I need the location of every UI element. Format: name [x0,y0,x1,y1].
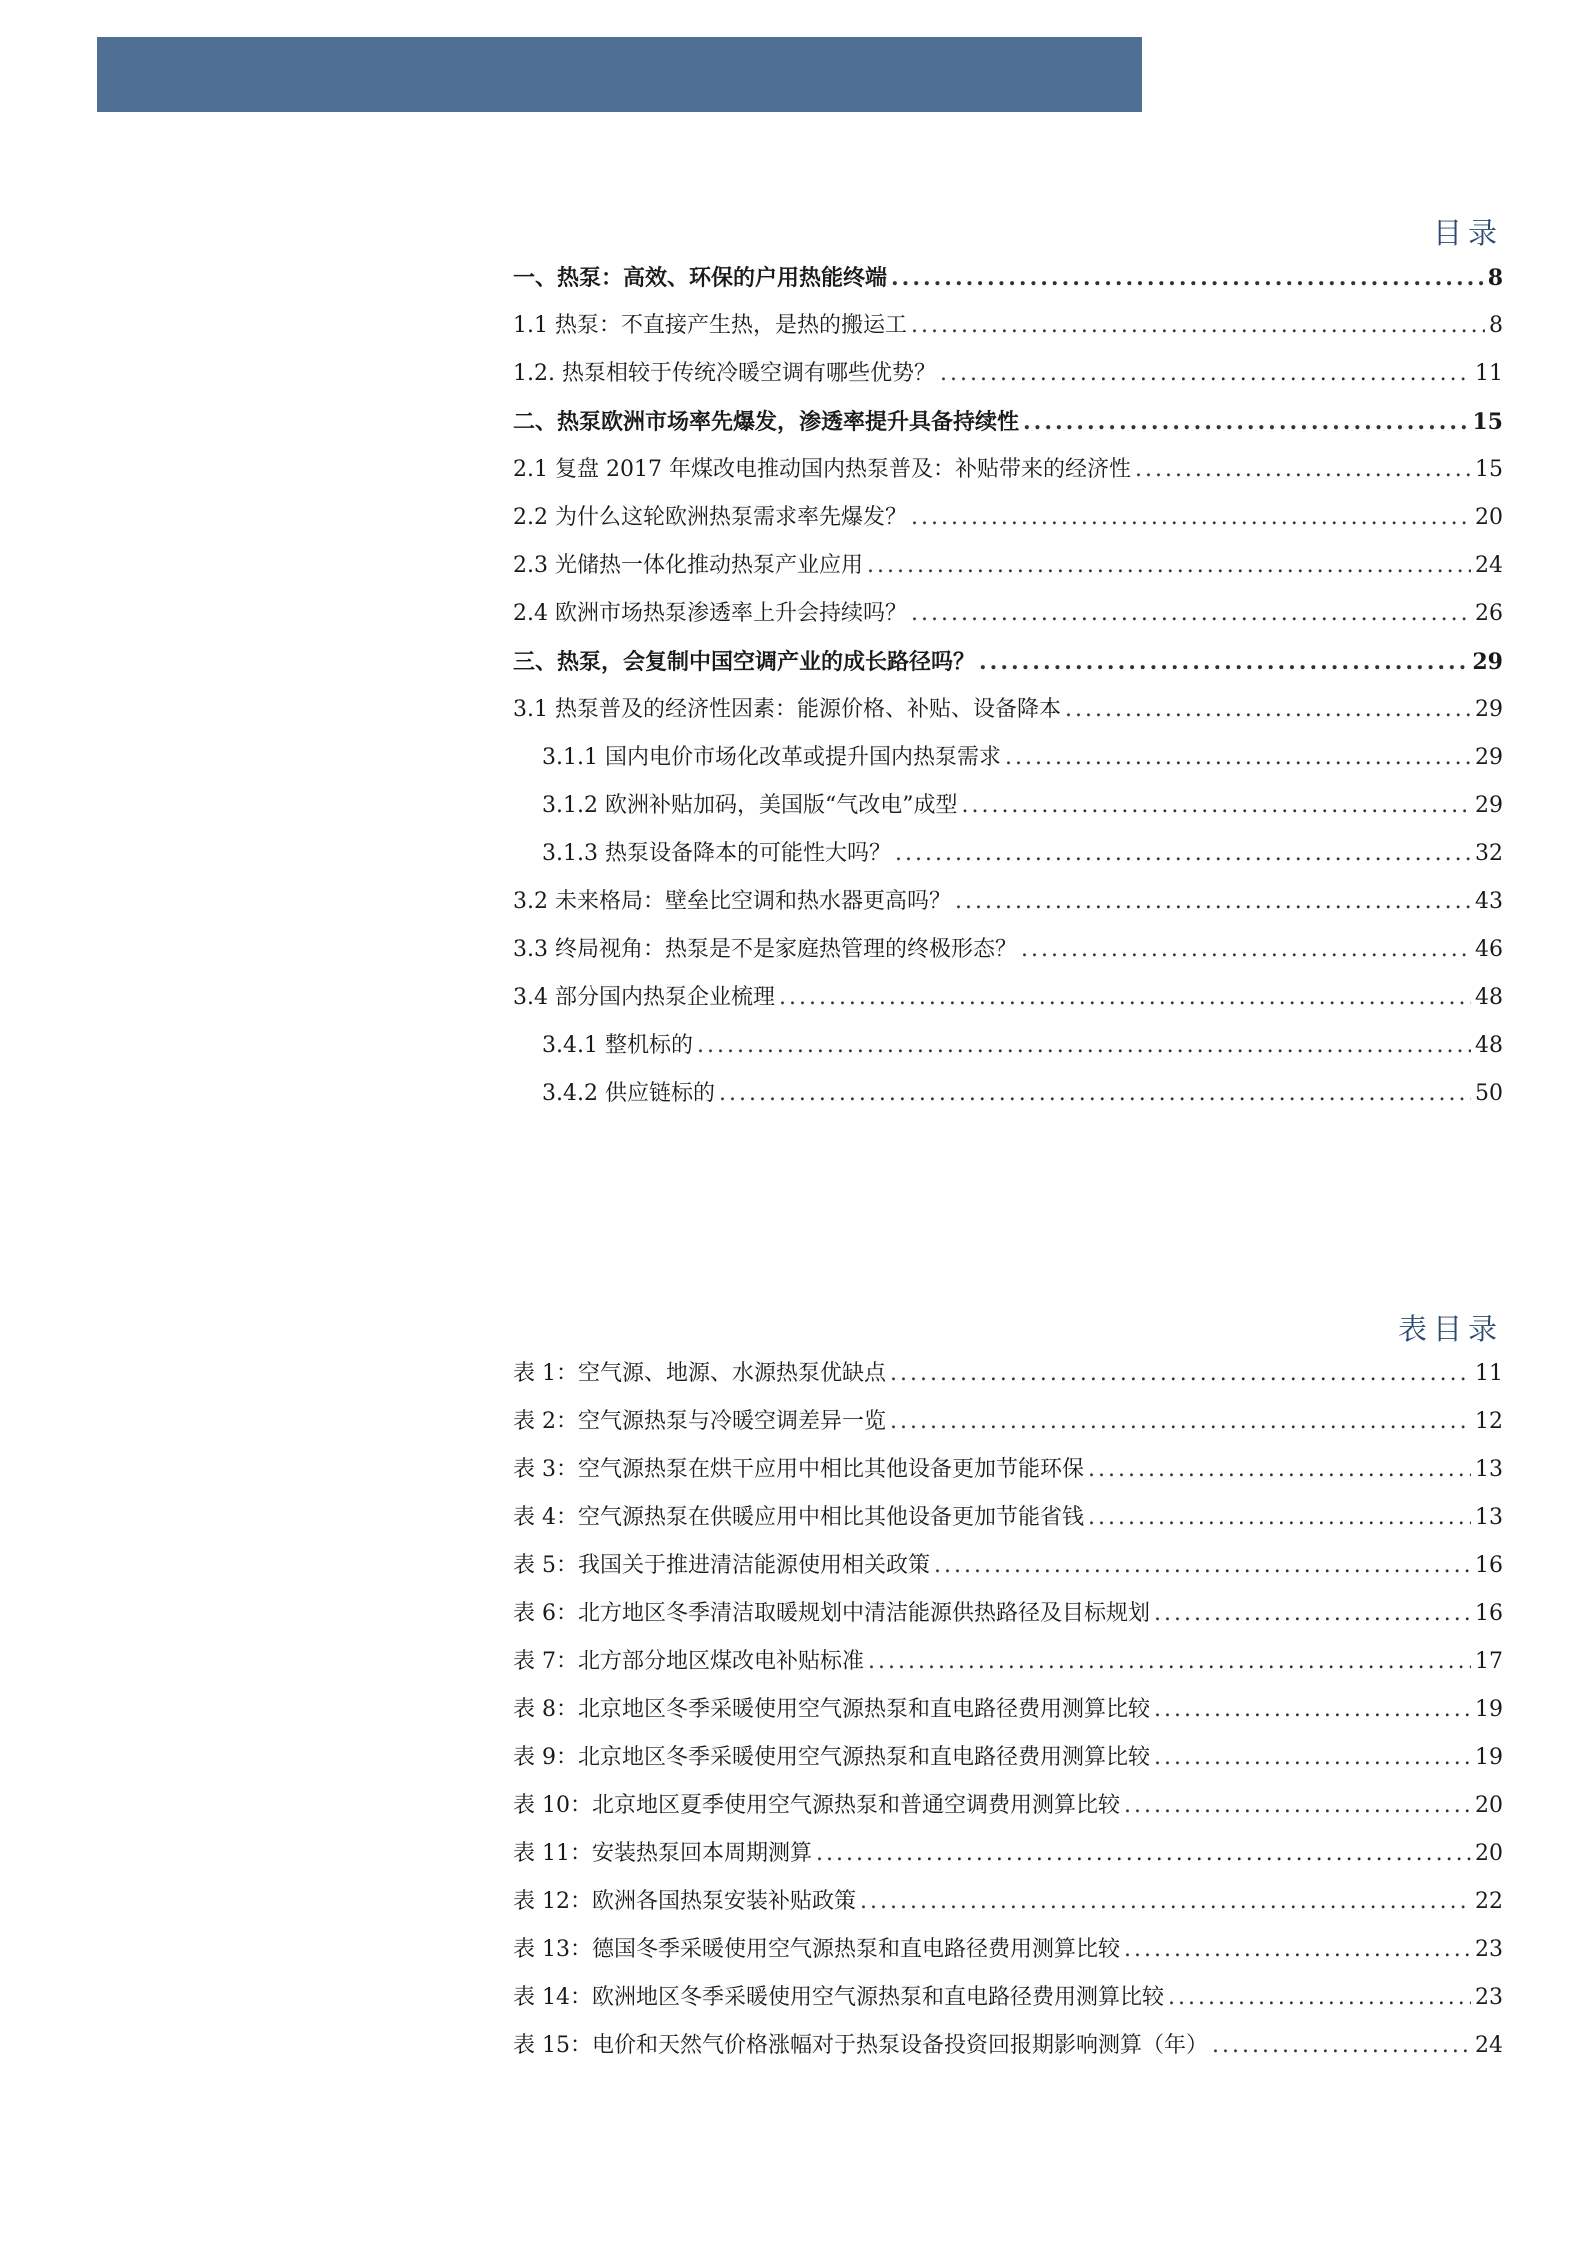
toc-entry-page-number: 15 [1472,409,1503,435]
toc-entry-page-number: 43 [1475,889,1503,914]
dot-leader [911,302,1485,350]
table-entry-page-number: 23 [1475,1985,1503,2010]
dot-leader [1168,1974,1471,2022]
table-entry-text: 表 4：空气源热泵在供暖应用中相比其他设备更加节能省钱 [513,1505,1084,1530]
toc-entry-text: 1.2. 热泵相较于传统冷暖空调有哪些优势？ [513,361,936,386]
toc-entry-page-number: 48 [1475,985,1503,1010]
dot-leader [1154,1590,1471,1638]
table-entry-page-number: 13 [1475,1457,1503,1482]
dot-leader [940,350,1471,398]
dot-leader [911,494,1471,542]
table-entry-page-number: 19 [1475,1745,1503,1770]
table-entry[interactable] [513,1542,1503,1590]
table-entry-text: 表 10：北京地区夏季使用空气源热泵和普通空调费用测算比较 [513,1793,1120,1818]
toc-entry-page-number: 32 [1475,841,1503,866]
toc-entry[interactable] [513,1070,1503,1118]
table-entry[interactable] [513,1686,1503,1734]
table-list-entries [513,1350,1503,2070]
table-entry[interactable] [513,1638,1503,1686]
toc-entry[interactable] [513,446,1503,494]
dot-leader [779,974,1471,1022]
toc-entry-text: 3.1 热泵普及的经济性因素：能源价格、补贴、设备降本 [513,697,1061,722]
toc-entry-text: 3.1.2 欧洲补贴加码，美国版“气改电”成型 [542,793,958,818]
dot-leader [860,1878,1471,1926]
table-entry-page-number: 19 [1475,1697,1503,1722]
table-entry[interactable] [513,1734,1503,1782]
table-entry-text: 表 6：北方地区冬季清洁取暖规划中清洁能源供热路径及目标规划 [513,1601,1150,1626]
table-list [513,1308,1503,2070]
dot-leader [1135,446,1471,494]
dot-leader [895,830,1471,878]
toc-entry-text: 3.4 部分国内热泵企业梳理 [513,985,775,1010]
toc-entry-page-number: 29 [1475,745,1503,770]
dot-leader [1124,1782,1471,1830]
toc-entry[interactable] [513,926,1503,974]
table-entry-text: 表 8：北京地区冬季采暖使用空气源热泵和直电路径费用测算比较 [513,1697,1150,1722]
toc-entry[interactable] [513,398,1503,446]
table-entry-text: 表 15：电价和天然气价格涨幅对于热泵设备投资回报期影响测算（年） [513,2033,1208,2058]
table-entry[interactable] [513,2022,1503,2070]
table-entry[interactable] [513,1398,1503,1446]
toc-entry-text: 2.1 复盘 2017 年煤改电推动国内热泵普及：补贴带来的经济性 [513,457,1131,482]
table-entry-page-number: 13 [1475,1505,1503,1530]
dot-leader [1154,1734,1471,1782]
toc-entry-text: 一、热泵：高效、环保的户用热能终端 [513,265,888,291]
table-entry-text: 表 11：安装热泵回本周期测算 [513,1841,812,1866]
table-entry-text: 表 14：欧洲地区冬季采暖使用空气源热泵和直电路径费用测算比较 [513,1985,1164,2010]
table-entry-text: 表 13：德国冬季采暖使用空气源热泵和直电路径费用测算比较 [513,1937,1120,1962]
toc-entry[interactable] [513,350,1503,398]
table-entry-text: 表 1：空气源、地源、水源热泵优缺点 [513,1361,886,1386]
table-entry-page-number: 16 [1475,1601,1503,1626]
dot-leader [1065,686,1471,734]
dot-leader [955,878,1471,926]
table-entry[interactable] [513,1926,1503,1974]
toc-entry-text: 3.4.1 整机标的 [542,1033,693,1058]
toc-entry[interactable] [513,686,1503,734]
toc-entry-text: 2.2 为什么这轮欧洲热泵需求率先爆发？ [513,505,907,530]
toc-entry[interactable] [513,830,1503,878]
toc-entry-page-number: 26 [1475,601,1503,626]
dot-leader [890,1398,1471,1446]
table-entry-page-number: 16 [1475,1553,1503,1578]
toc-title: 目录 [1432,216,1503,250]
table-entry-page-number: 23 [1475,1937,1503,1962]
dot-leader [1154,1686,1471,1734]
toc-entry-page-number: 8 [1489,313,1503,338]
dot-leader [961,782,1471,830]
toc-entry-page-number: 29 [1472,649,1503,675]
table-entry[interactable] [513,1974,1503,2022]
toc-entry[interactable] [513,782,1503,830]
dot-leader [1212,2022,1471,2070]
toc-entry[interactable] [513,542,1503,590]
toc-entry-page-number: 15 [1475,457,1503,482]
toc-entry-text: 二、热泵欧洲市场率先爆发，渗透率提升具备持续性 [513,409,1020,435]
table-entry[interactable] [513,1350,1503,1398]
table-list-title: 表目录 [1397,1312,1503,1346]
toc-entry-page-number: 29 [1475,697,1503,722]
dot-leader [697,1022,1471,1070]
table-entry-text: 表 2：空气源热泵与冷暖空调差异一览 [513,1409,886,1434]
dot-leader [1088,1446,1471,1494]
dot-leader [1021,926,1471,974]
toc-entry[interactable] [513,302,1503,350]
toc-entry-page-number: 50 [1475,1081,1503,1106]
table-entry-text: 表 9：北京地区冬季采暖使用空气源热泵和直电路径费用测算比较 [513,1745,1150,1770]
table-entry-page-number: 20 [1475,1793,1503,1818]
toc-entry[interactable] [513,974,1503,1022]
toc-entry-text: 3.2 未来格局：壁垒比空调和热水器更高吗？ [513,889,951,914]
toc-entry[interactable] [513,254,1503,302]
toc-entry-text: 2.4 欧洲市场热泵渗透率上升会持续吗？ [513,601,907,626]
table-entry[interactable] [513,1782,1503,1830]
toc-entry-page-number: 11 [1475,361,1503,386]
table-entry[interactable] [513,1590,1503,1638]
dot-leader [934,1542,1471,1590]
table-entry[interactable] [513,1494,1503,1542]
toc-entry-page-number: 24 [1475,553,1503,578]
dot-leader [719,1070,1471,1118]
table-entry-page-number: 17 [1475,1649,1503,1674]
dot-leader [816,1830,1471,1878]
table-of-contents [513,212,1503,1118]
toc-entry-text: 3.1.1 国内电价市场化改革或提升国内热泵需求 [542,745,1001,770]
table-entry-text: 表 7：北方部分地区煤改电补贴标准 [513,1649,864,1674]
table-entry[interactable] [513,1830,1503,1878]
dot-leader [891,254,1484,302]
dot-leader [1088,1494,1471,1542]
dot-leader [911,590,1471,638]
toc-entry-page-number: 20 [1475,505,1503,530]
toc-entry-text: 1.1 热泵：不直接产生热，是热的搬运工 [513,313,907,338]
toc-entry-text: 2.3 光储热一体化推动热泵产业应用 [513,553,863,578]
table-entry[interactable] [513,1878,1503,1926]
table-entry[interactable] [513,1446,1503,1494]
table-entry-text: 表 5：我国关于推进清洁能源使用相关政策 [513,1553,930,1578]
dot-leader [1124,1926,1471,1974]
table-entry-page-number: 12 [1475,1409,1503,1434]
toc-entry[interactable] [513,638,1503,686]
toc-entry-page-number: 48 [1475,1033,1503,1058]
table-entry-text: 表 3：空气源热泵在烘干应用中相比其他设备更加节能环保 [513,1457,1084,1482]
toc-list [513,254,1503,1118]
toc-entry-text: 三、热泵，会复制中国空调产业的成长路径吗？ [513,649,976,675]
dot-leader [868,1638,1471,1686]
dot-leader [1023,398,1468,446]
toc-entry-page-number: 29 [1475,793,1503,818]
dot-leader [979,638,1468,686]
dot-leader [1005,734,1471,782]
toc-entry[interactable] [513,878,1503,926]
table-entry-page-number: 24 [1475,2033,1503,2058]
dot-leader [867,542,1471,590]
table-entry-text: 表 12：欧洲各国热泵安装补贴政策 [513,1889,856,1914]
table-entry-page-number: 22 [1475,1889,1503,1914]
toc-entry-text: 3.4.2 供应链标的 [542,1081,715,1106]
toc-entry-page-number: 8 [1487,265,1503,291]
toc-entry-text: 3.1.3 热泵设备降本的可能性大吗？ [542,841,891,866]
toc-entry-text: 3.3 终局视角：热泵是不是家庭热管理的终极形态？ [513,937,1017,962]
table-entry-page-number: 20 [1475,1841,1503,1866]
toc-entry-page-number: 46 [1475,937,1503,962]
toc-entry[interactable] [513,590,1503,638]
toc-entry[interactable] [513,734,1503,782]
dot-leader [890,1350,1471,1398]
toc-entry[interactable] [513,494,1503,542]
table-entry-page-number: 11 [1475,1361,1503,1386]
header-banner [97,37,1142,112]
toc-entry[interactable] [513,1022,1503,1070]
